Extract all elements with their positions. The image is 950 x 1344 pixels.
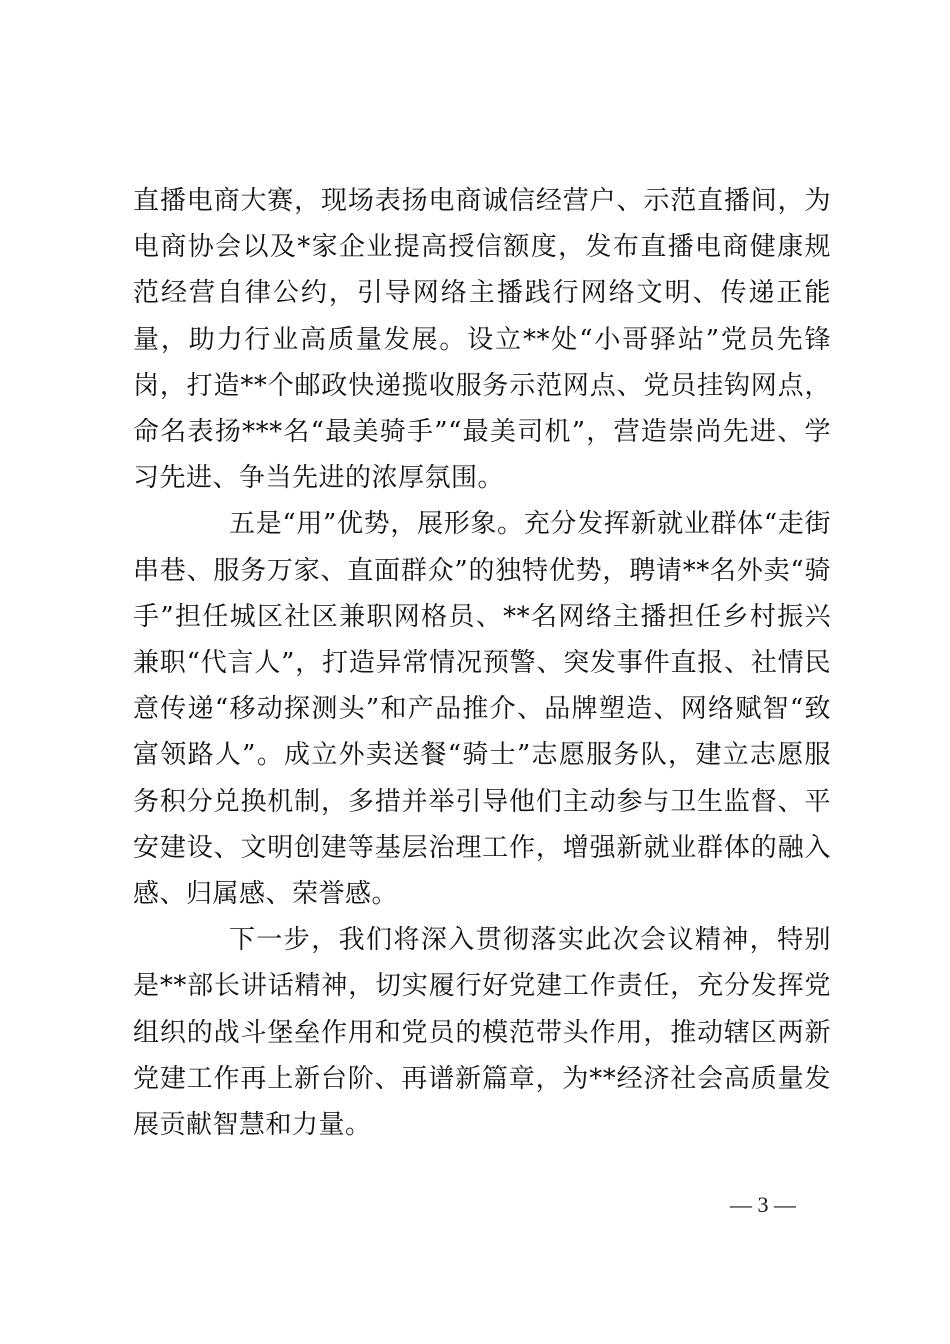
document-body — [133, 178, 831, 1148]
paragraph-1: 直播电商大赛，现场表扬电商诚信经营户、示范直播间，为电商协会以及*家企业提高授信额度，发布直播电商健康规范经营自律公约，引导网络主播践行网络文明、传递正能量，助力行业高质量发展。设立**处“小哥驿站”党员先锋岗，打造**个邮政快递揽收服务示范网点、党员挂钩网点，命名表扬***名“最美骑手”“最美司机”，营造崇尚先进、学习先进、争当先进的浓厚氛围。 — [133, 186, 831, 494]
page-number: — 3 — — [730, 1192, 796, 1217]
paragraph-2: 五是“用”优势，展形象。充分发挥新就业群体“走街串巷、服务万家、直面群众”的独特优势，聘请**名外卖“骑手”担任城区社区兼职网格员、**名网络主播担任乡村振兴兼职“代言人”，打造异常情况预警、突发事件直报、社情民意传递“移动探测头”和产品推介、品牌塑造、网络赋智“致富领路人”。成立外卖送餐“骑士”志愿服务队，建立志愿服务积分兑换机制，多措并举引导他们主动参与卫生监督、平安建设、文明创建等基层治理工作，增强新就业群体的融入感、归属感、荣誉感。 — [133, 509, 831, 910]
paragraph-3: 下一步，我们将深入贯彻落实此次会议精神，特别是**部长讲话精神，切实履行好党建工作责任，充分发挥党组织的战斗堡垒作用和党员的模范带头作用，推动辖区两新党建工作再上新台阶、再谱新篇章，为**经济社会高质量发展贡献智慧和力量。 — [133, 925, 831, 1141]
